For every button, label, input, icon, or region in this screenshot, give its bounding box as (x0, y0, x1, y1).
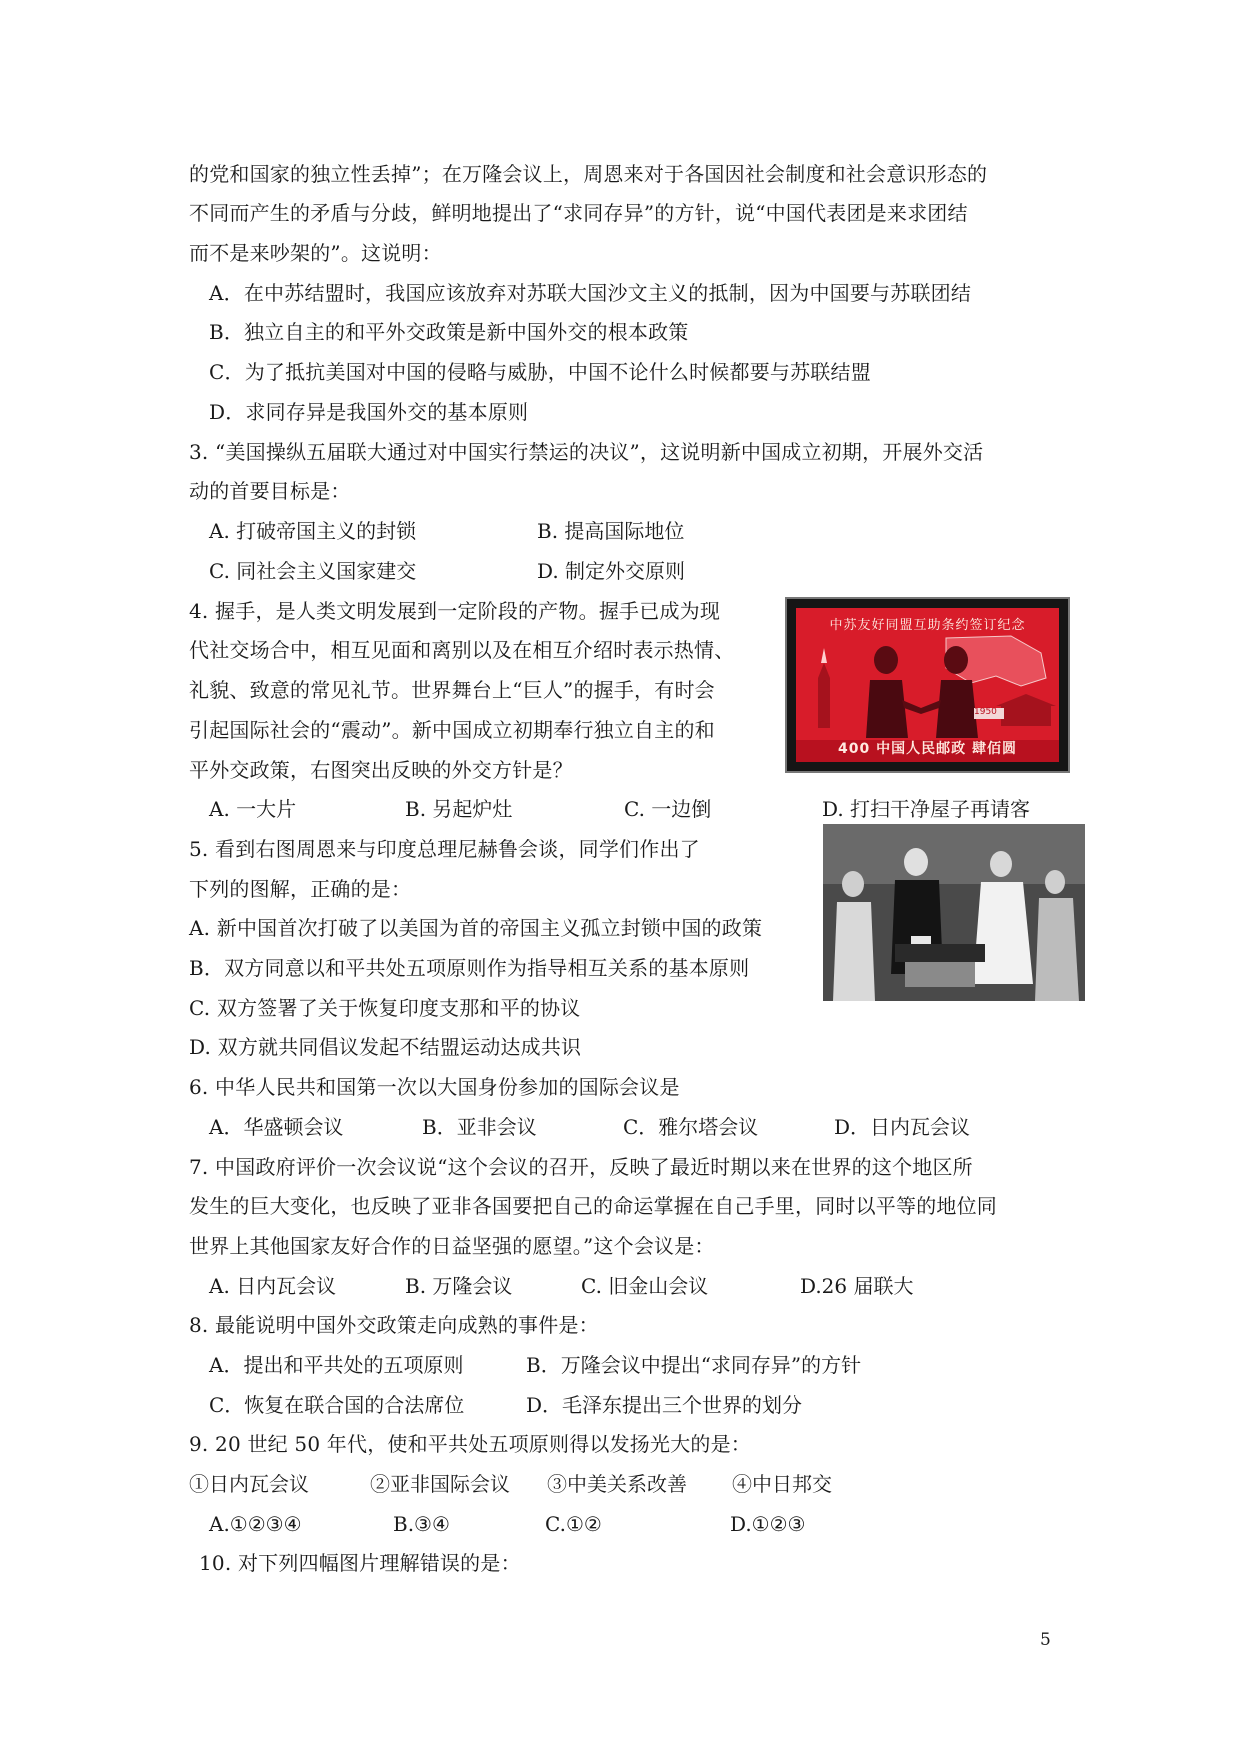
meeting-photo-illustration (823, 824, 1085, 1001)
q4-option-d: D. 打扫干净屋子再请客 (822, 797, 1031, 821)
q9-item-1: ①日内瓦会议 (189, 1472, 309, 1496)
q5-option-c: C. 双方签署了关于恢复印度支那和平的协议 (189, 996, 581, 1020)
q2-text-line-3: 而不是来吵架的”。这说明： (189, 241, 442, 265)
meeting-photo (823, 824, 1085, 1001)
q3-option-c: C. 同社会主义国家建交 (209, 559, 417, 583)
stamp-value: 400 中国人民邮政 肆佰圆 (838, 741, 1017, 757)
q2-text-line-2: 不同而产生的矛盾与分歧，鲜明地提出了“求同存异”的方针，说“中国代表团是来求团结 (189, 201, 968, 225)
q4-text-line-3: 礼貌、致意的常见礼节。世界舞台上“巨人”的握手，有时会 (189, 678, 715, 702)
stamp-title: 中苏友好同盟互助条约签订纪念 (829, 618, 1026, 633)
q9-option-d: D.①②③ (730, 1512, 806, 1536)
stamp-year: 1950 (974, 707, 997, 717)
q5-text-line-1: 5. 看到右图周恩来与印度总理尼赫鲁会谈，同学们作出了 (189, 837, 700, 861)
q4-option-a: A. 一大片 (209, 797, 297, 821)
q7-text-line-3: 世界上其他国家友好合作的日益坚强的愿望。”这个会议是： (189, 1234, 715, 1258)
q4-option-c: C. 一边倒 (624, 797, 712, 821)
q6-option-c: C．雅尔塔会议 (623, 1115, 759, 1139)
q8-option-d: D．毛泽东提出三个世界的划分 (526, 1393, 803, 1417)
q8-option-c: C．恢复在联合国的合法席位 (209, 1393, 465, 1417)
q9-item-2: ②亚非国际会议 (370, 1472, 510, 1496)
q7-option-a: A. 日内瓦会议 (209, 1274, 337, 1298)
q6-option-a: A．华盛顿会议 (209, 1115, 344, 1139)
q9-item-3: ③中美关系改善 (547, 1472, 687, 1496)
q7-option-b: B. 万隆会议 (405, 1274, 513, 1298)
q3-option-b: B. 提高国际地位 (537, 519, 685, 543)
q7-option-d: D.26 届联大 (800, 1274, 914, 1298)
stamp-image (785, 597, 1070, 773)
q2-option-c: C．为了抵抗美国对中国的侵略与威胁，中国不论什么时候都要与苏联结盟 (209, 360, 871, 384)
page-number: 5 (1040, 1630, 1051, 1650)
q7-option-c: C. 旧金山会议 (581, 1274, 709, 1298)
q5-text-line-2: 下列的图解，正确的是： (189, 877, 412, 901)
q3-text-line-2: 动的首要目标是： (189, 479, 351, 503)
q8-option-b: B．万隆会议中提出“求同存异”的方针 (526, 1353, 862, 1377)
q8-text: 8. 最能说明中国外交政策走向成熟的事件是： (189, 1313, 599, 1337)
q9-item-4: ④中日邦交 (732, 1472, 832, 1496)
q4-text-line-2: 代社交场合中，相互见面和离别以及在相互介绍时表示热情、 (189, 638, 735, 662)
q9-option-b: B.③④ (393, 1512, 450, 1536)
q2-text-line-1: 的党和国家的独立性丢掉”；在万隆会议上，周恩来对于各国因社会制度和社会意识形态的 (189, 162, 988, 186)
q5-option-b: B．双方同意以和平共处五项原则作为指导相互关系的基本原则 (189, 956, 750, 980)
q9-option-c: C.①② (545, 1512, 602, 1536)
q7-text-line-2: 发生的巨大变化，也反映了亚非各国要把自己的命运掌握在自己手里，同时以平等的地位同 (189, 1194, 997, 1218)
q4-option-b: B. 另起炉灶 (405, 797, 513, 821)
q7-text-line-1: 7. 中国政府评价一次会议说“这个会议的召开，反映了最近时期以来在世界的这个地区所 (189, 1155, 973, 1179)
q4-text-line-4: 引起国际社会的“震动”。新中国成立初期奉行独立自主的和 (189, 718, 715, 742)
q9-text: 9. 20 世纪 50 年代，使和平共处五项原则得以发扬光大的是： (189, 1432, 752, 1456)
q3-option-d: D. 制定外交原则 (537, 559, 686, 583)
q6-option-b: B．亚非会议 (422, 1115, 537, 1139)
q2-option-b: B．独立自主的和平外交政策是新中国外交的根本政策 (209, 320, 689, 344)
q5-option-d: D. 双方就共同倡议发起不结盟运动达成共识 (189, 1035, 582, 1059)
q3-text-line-1: 3. “美国操纵五届联大通过对中国实行禁运的决议”，这说明新中国成立初期，开展外交活 (189, 440, 984, 464)
q4-text-line-1: 4. 握手，是人类文明发展到一定阶段的产物。握手已成为现 (189, 599, 721, 623)
q5-option-a: A. 新中国首次打破了以美国为首的帝国主义孤立封锁中国的政策 (189, 916, 763, 940)
q4-text-line-5: 平外交政策，右图突出反映的外交方针是？ (189, 758, 573, 782)
q8-option-a: A．提出和平共处的五项原则 (209, 1353, 464, 1377)
q3-option-a: A. 打破帝国主义的封锁 (209, 519, 417, 543)
q10-text: 10. 对下列四幅图片理解错误的是： (199, 1551, 521, 1575)
q2-option-d: D．求同存异是我国外交的基本原则 (209, 400, 529, 424)
q9-option-a: A.①②③④ (209, 1512, 302, 1536)
q6-text: 6. 中华人民共和国第一次以大国身份参加的国际会议是 (189, 1075, 680, 1099)
stamp-artwork (796, 608, 1059, 762)
q2-option-a: A．在中苏结盟时，我国应该放弃对苏联大国沙文主义的抵制，因为中国要与苏联团结 (209, 281, 972, 305)
q6-option-d: D．日内瓦会议 (834, 1115, 971, 1139)
